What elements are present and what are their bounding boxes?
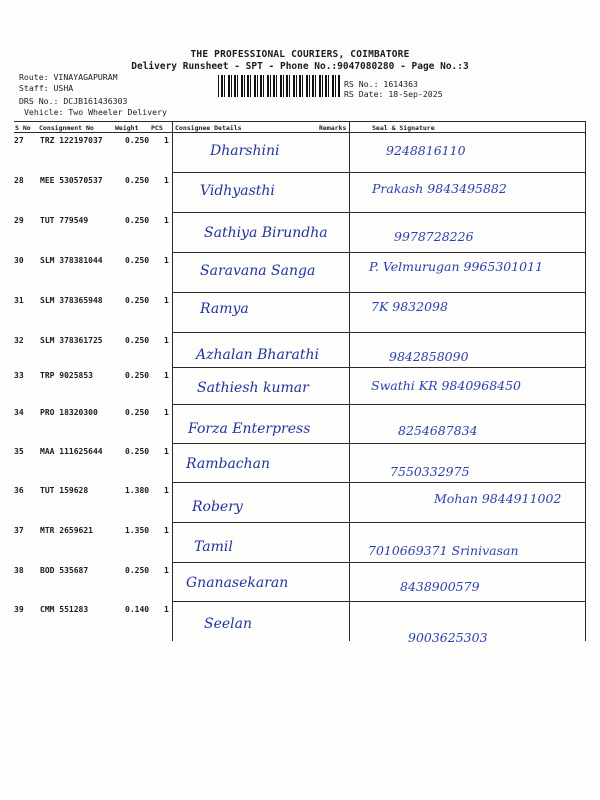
row-consignment-no: TRP 9025853 [40,371,93,380]
vehicle-info: Vehicle: Two Wheeler Delivery [24,107,167,117]
row-sno: 36 [14,486,24,495]
consignee-handwritten-name: Dharshini [210,143,280,159]
row-pcs: 1 [164,605,169,614]
row-consignment-no: PRO 18320300 [40,408,98,417]
row-sno: 38 [14,566,24,575]
row-consignment-no: SLM 378381044 [40,256,103,265]
row-weight: 0.250 [125,176,150,185]
row-pcs: 1 [164,408,169,417]
receiver-signature: 7010669371 Srinivasan [368,543,519,558]
receiver-signature: Prakash 9843495882 [372,181,507,196]
staff-info: Staff: USHA [19,83,74,93]
row-pcs: 1 [164,336,169,345]
table-row [14,444,585,483]
receiver-signature: P. Velmurugan 9965301011 [369,259,544,274]
row-sno: 31 [14,296,24,305]
receiver-signature: 9003625303 [408,630,488,645]
row-pcs: 1 [164,176,169,185]
table-row [14,213,585,252]
col-consignment: Consignment No [39,124,94,132]
col-remarks: Remarks [319,124,347,132]
row-weight: 0.250 [125,216,150,225]
row-consignment-no: CMM 551283 [40,605,89,614]
consignee-handwritten-name: Forza Enterpress [188,421,311,437]
row-sno: 32 [14,336,24,345]
consignee-handwritten-name: Saravana Sanga [200,263,316,279]
receiver-signature: Swathi KR 9840968450 [371,378,522,393]
col-pcs: PCS [151,124,163,132]
table-row [14,368,585,407]
row-weight: 0.250 [125,371,150,380]
table-row [14,405,585,444]
drs-number: DRS No.: DCJB161436303 [19,96,128,106]
col-sno: S No [15,124,31,132]
row-pcs: 1 [164,447,169,456]
table-row [14,253,585,292]
row-pcs: 1 [164,136,169,145]
receiver-signature: 9978728226 [394,229,474,244]
row-sno: 29 [14,216,24,225]
row-consignment-no: BOD 535687 [40,566,89,575]
rs-date: RS Date: 18-Sep-2025 [344,89,443,99]
rs-number: RS No.: 1614363 [344,79,418,89]
row-sno: 27 [14,136,24,145]
row-sno: 33 [14,371,24,380]
consignee-handwritten-name: Azhalan Bharathi [196,347,319,363]
consignee-handwritten-name: Tamil [194,539,233,555]
col-seal-signature: Seal & Signature [372,124,435,132]
company-title: THE PROFESSIONAL COURIERS, COIMBATORE [190,49,410,60]
row-consignment-no: TUT 159628 [40,486,89,495]
table-row [14,133,585,172]
receiver-signature: 9842858090 [389,349,469,364]
row-consignment-no: MEE 530570537 [40,176,103,185]
row-weight: 0.250 [125,336,150,345]
table-row [14,523,585,562]
consignee-handwritten-name: Ramya [200,301,249,317]
consignee-handwritten-name: Vidhyasthi [200,183,275,199]
row-sno: 28 [14,176,24,185]
row-weight: 1.350 [125,526,150,535]
row-consignment-no: MAA 111625644 [40,447,103,456]
table-row [14,563,585,602]
receiver-signature: 7550332975 [390,464,470,479]
table-row [14,483,585,522]
runsheet-barcode [218,75,340,97]
consignee-handwritten-name: Robery [192,499,243,515]
consignee-handwritten-name: Rambachan [186,456,271,472]
row-weight: 1.380 [125,486,150,495]
row-weight: 0.250 [125,296,150,305]
row-pcs: 1 [164,256,169,265]
table-row [14,293,585,332]
row-consignment-no: MTR 2659621 [40,526,93,535]
receiver-signature: 8254687834 [398,423,478,438]
receiver-signature: Mohan 9844911002 [434,491,562,506]
col-consignee: Consignee Details [175,124,242,132]
table-row [14,602,585,645]
runsheet-subtitle: Delivery Runsheet - SPT - Phone No.:9047080280 - Page No.:3 [131,61,469,72]
receiver-signature: 7K 9832098 [371,299,448,314]
row-sno: 39 [14,605,24,614]
row-sno: 37 [14,526,24,535]
row-pcs: 1 [164,566,169,575]
receiver-signature: 8438900579 [400,579,480,594]
runsheet-table [14,121,585,645]
row-weight: 0.250 [125,447,150,456]
table-row [14,173,585,212]
row-weight: 0.250 [125,566,150,575]
row-consignment-no: TUT 779549 [40,216,89,225]
consignee-handwritten-name: Gnanasekaran [186,575,289,591]
row-sno: 35 [14,447,24,456]
row-weight: 0.250 [125,136,150,145]
consignee-handwritten-name: Sathiesh kumar [197,380,309,396]
row-consignment-no: SLM 378361725 [40,336,103,345]
row-pcs: 1 [164,486,169,495]
row-pcs: 1 [164,296,169,305]
col-weight: Weight [115,124,139,132]
row-weight: 0.250 [125,256,150,265]
row-weight: 0.140 [125,605,150,614]
row-sno: 34 [14,408,24,417]
row-pcs: 1 [164,216,169,225]
row-weight: 0.250 [125,408,150,417]
row-pcs: 1 [164,526,169,535]
row-consignment-no: TRZ 122197037 [40,136,103,145]
row-pcs: 1 [164,371,169,380]
receiver-signature: 9248816110 [386,143,466,158]
row-consignment-no: SLM 378365948 [40,296,103,305]
row-sno: 30 [14,256,24,265]
consignee-handwritten-name: Sathiya Birundha [204,225,328,241]
consignee-handwritten-name: Seelan [204,616,253,632]
route-info: Route: VINAYAGAPURAM [19,72,118,82]
